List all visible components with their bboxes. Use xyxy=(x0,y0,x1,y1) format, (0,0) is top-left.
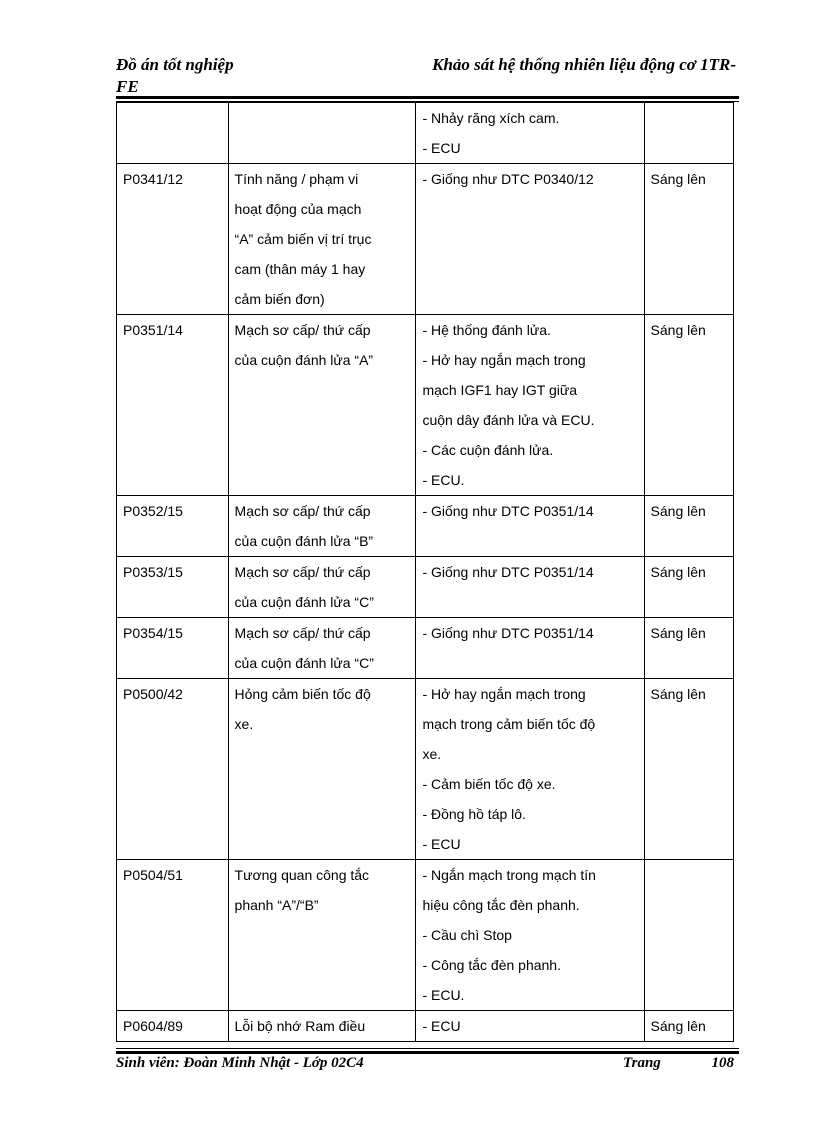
dtc-description-cell xyxy=(228,496,416,557)
header-rule-thick xyxy=(116,96,739,99)
dtc-cause-line: mạch trong cảm biến tốc độ xyxy=(422,716,596,732)
dtc-cause-line: - ECU xyxy=(422,140,461,156)
dtc-cause-cell xyxy=(416,103,644,164)
dtc-cause-line: - Ngắn mạch trong mạch tín xyxy=(422,867,596,883)
dtc-cause-cell xyxy=(416,315,644,496)
dtc-cause-cell xyxy=(416,496,644,557)
dtc-description-cell xyxy=(228,860,416,1011)
dtc-description-cell xyxy=(228,103,416,164)
dtc-description-line: Hỏng cảm biến tốc độ xyxy=(234,686,371,702)
check-engine-light-cell: Sáng lên xyxy=(644,496,733,557)
dtc-description-line: Mạch sơ cấp/ thứ cấp xyxy=(234,564,371,580)
table-row xyxy=(117,103,734,164)
footer-page-number: 108 xyxy=(711,1055,734,1071)
table-row xyxy=(117,557,734,618)
dtc-cause-line: - Hở hay ngắn mạch trong xyxy=(422,686,586,702)
dtc-description-line: “A” cảm biến vị trí trục xyxy=(234,231,372,247)
footer-page-label: Trang xyxy=(623,1055,661,1071)
dtc-description-line: xe. xyxy=(234,716,254,732)
page-footer xyxy=(116,1055,736,1077)
dtc-code-cell: P0354/15 xyxy=(117,618,229,679)
dtc-cause-line: xe. xyxy=(422,746,442,762)
table-row xyxy=(117,679,734,860)
check-engine-light-cell: Sáng lên xyxy=(644,1011,733,1042)
dtc-description-cell xyxy=(228,557,416,618)
header-title-continuation: FE xyxy=(116,77,139,96)
dtc-cause-line: - ECU xyxy=(422,1018,461,1034)
dtc-cause-line: mạch IGF1 hay IGT giữa xyxy=(422,382,578,398)
dtc-code-cell: P0351/14 xyxy=(117,315,229,496)
dtc-cause-cell xyxy=(416,557,644,618)
dtc-description-line: phanh “A”/“B” xyxy=(234,897,319,913)
dtc-description-cell xyxy=(228,315,416,496)
dtc-code-cell xyxy=(117,103,229,164)
dtc-description-cell xyxy=(228,618,416,679)
dtc-cause-line: - Hở hay ngắn mạch trong xyxy=(422,352,586,368)
dtc-description-line: của cuộn đánh lửa “B” xyxy=(234,533,374,549)
dtc-cause-line: - Giống như DTC P0351/14 xyxy=(422,625,594,641)
page-header xyxy=(116,54,736,98)
check-engine-light-cell: Sáng lên xyxy=(644,557,733,618)
check-engine-light-cell: Sáng lên xyxy=(644,618,733,679)
footer-rule-thin xyxy=(116,1048,739,1049)
dtc-cause-line: - Giống như DTC P0351/14 xyxy=(422,503,594,519)
dtc-description-cell xyxy=(228,679,416,860)
dtc-table-body xyxy=(117,103,734,1042)
check-engine-light-cell: Sáng lên xyxy=(644,315,733,496)
dtc-description-line: của cuộn đánh lửa “C” xyxy=(234,594,374,610)
dtc-description-line: Lỗi bộ nhớ Ram điều xyxy=(234,1018,366,1034)
dtc-code-cell: P0604/89 xyxy=(117,1011,229,1042)
dtc-description-cell xyxy=(228,164,416,315)
dtc-cause-line: - ECU xyxy=(422,836,461,852)
table-row xyxy=(117,164,734,315)
header-title-left: Đồ án tốt nghiệp xyxy=(116,55,234,74)
dtc-code-cell: P0353/15 xyxy=(117,557,229,618)
dtc-code-cell: P0341/12 xyxy=(117,164,229,315)
dtc-cause-line: - Giống như DTC P0351/14 xyxy=(422,564,594,580)
dtc-cause-line: - ECU. xyxy=(422,987,465,1003)
table-row xyxy=(117,315,734,496)
dtc-cause-line: cuộn dây đánh lửa và ECU. xyxy=(422,412,595,428)
table-row xyxy=(117,618,734,679)
dtc-cause-line: - Hệ thống đánh lửa. xyxy=(422,322,551,338)
dtc-cause-line: - Giống như DTC P0340/12 xyxy=(422,171,594,187)
dtc-cause-line: - Cầu chì Stop xyxy=(422,927,512,943)
dtc-description-line: hoạt động của mạch xyxy=(234,201,362,217)
table-row xyxy=(117,496,734,557)
dtc-cause-line: - Đồng hồ táp lô. xyxy=(422,806,526,822)
dtc-description-line: Mạch sơ cấp/ thứ cấp xyxy=(234,503,371,519)
dtc-cause-cell xyxy=(416,1011,644,1042)
dtc-cause-cell xyxy=(416,164,644,315)
dtc-cause-line: - Cảm biến tốc độ xe. xyxy=(422,776,556,792)
dtc-description-line: Tính năng / phạm vi xyxy=(234,171,359,187)
dtc-code-cell: P0352/15 xyxy=(117,496,229,557)
dtc-cause-cell xyxy=(416,618,644,679)
dtc-code-cell: P0504/51 xyxy=(117,860,229,1011)
header-title-right: Khảo sát hệ thống nhiên liệu động cơ 1TR- xyxy=(432,55,736,74)
dtc-cause-line: hiệu công tắc đèn phanh. xyxy=(422,897,580,913)
dtc-description-line: Tương quan công tắc xyxy=(234,867,370,883)
check-engine-light-cell: Sáng lên xyxy=(644,679,733,860)
dtc-cause-cell xyxy=(416,860,644,1011)
dtc-cause-line: - Các cuộn đánh lửa. xyxy=(422,442,554,458)
dtc-cause-line: - Nhảy răng xích cam. xyxy=(422,110,560,126)
dtc-cause-line: - ECU. xyxy=(422,472,465,488)
check-engine-light-cell: Sáng lên xyxy=(644,164,733,315)
table-row xyxy=(117,860,734,1011)
dtc-description-line: của cuộn đánh lửa “A” xyxy=(234,352,374,368)
check-engine-light-cell xyxy=(644,103,733,164)
footer-rule-thick xyxy=(116,1051,739,1054)
table-row xyxy=(117,1011,734,1042)
dtc-description-line: của cuộn đánh lửa “C” xyxy=(234,655,374,671)
dtc-cause-cell xyxy=(416,679,644,860)
dtc-description-line: cảm biến đơn) xyxy=(234,291,325,307)
dtc-table xyxy=(116,102,734,1042)
dtc-description-line: cam (thân máy 1 hay xyxy=(234,261,366,277)
footer-student: Sinh viên: Đoàn Minh Nhật - Lớp 02C4 xyxy=(116,1055,364,1071)
check-engine-light-cell xyxy=(644,860,733,1011)
dtc-description-line: Mạch sơ cấp/ thứ cấp xyxy=(234,322,371,338)
dtc-code-cell: P0500/42 xyxy=(117,679,229,860)
dtc-description-line: Mạch sơ cấp/ thứ cấp xyxy=(234,625,371,641)
dtc-description-cell xyxy=(228,1011,416,1042)
dtc-cause-line: - Công tắc đèn phanh. xyxy=(422,957,561,973)
